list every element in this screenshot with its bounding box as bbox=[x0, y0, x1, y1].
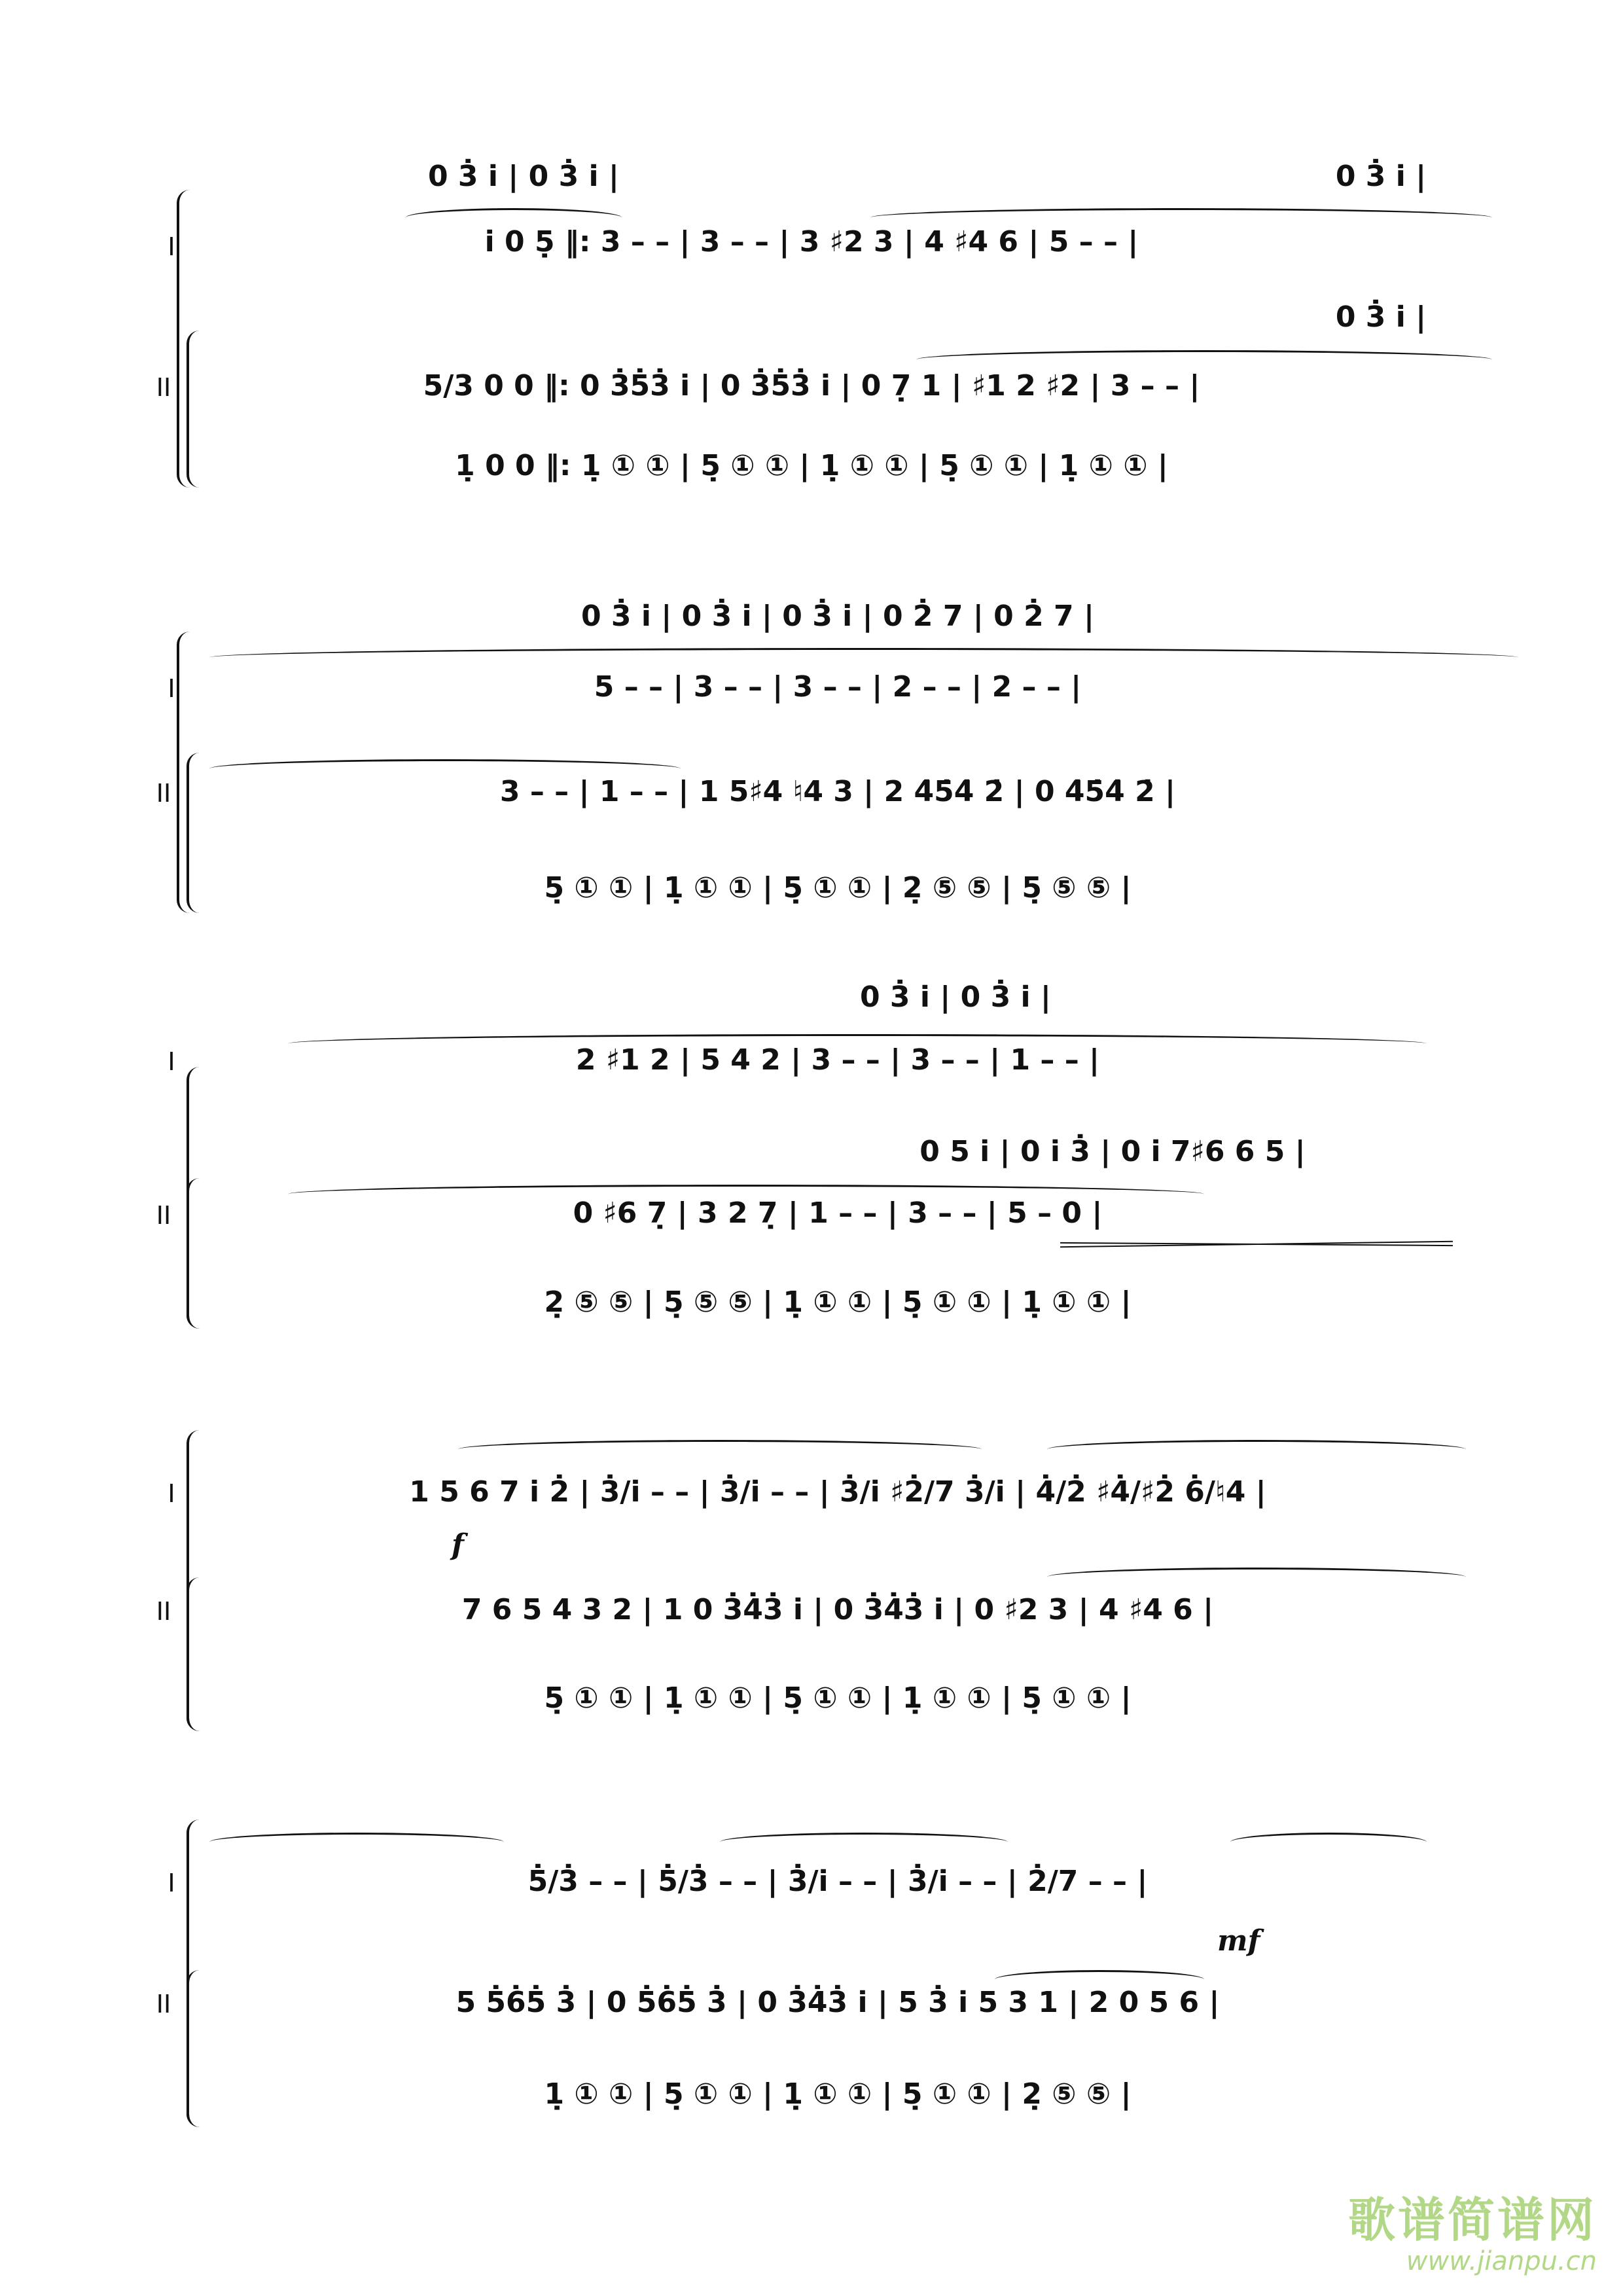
score-line: 5 5̇6̇5̇ 3̇ | 0 5̇6̇5̇ 3̇ | 0 3̇4̇3̇ i̇ | 5 3̇ i̇ 5 3 1 | 2 0 5 6 | bbox=[455, 1986, 1220, 2019]
score-line: 3 – – | 1 – – | 1 5♯4 ♮4 3 | 2 4̇5̇4̇ 2̇ | 0 4̇5̇4̇ 2̇ | bbox=[499, 775, 1176, 808]
part-label-lower: II bbox=[156, 1201, 171, 1230]
site-watermark bbox=[1348, 2182, 1597, 2276]
part-label-upper: I bbox=[168, 674, 175, 703]
score-line: 1 5 6 7 i̇ 2̇ | 3̇/i̇ – – | 3̇/i̇ – – | 3̇/i̇ ♯2̇/7 3̇/i̇ | 4̇/2̇ ♯4̇/♯2̇ 6̇/♮4 | bbox=[409, 1475, 1266, 1509]
part-label-lower: II bbox=[156, 1597, 171, 1626]
phrase-slur bbox=[1230, 1833, 1427, 1852]
watermark-main-text: 歌谱简谱网 bbox=[1347, 2192, 1597, 2248]
score-line: 2 ♯1 2 | 5 4 2 | 3 – – | 3 – – | 1 – – | bbox=[575, 1043, 1100, 1077]
part-brace bbox=[187, 1577, 201, 1731]
phrase-slur bbox=[916, 350, 1492, 369]
phrase-slur bbox=[870, 208, 1492, 227]
phrase-slur bbox=[1047, 1440, 1466, 1459]
score-line: 1̣ 0 0 ‖: 1̣ ① ① | 5̣ ① ① | 1̣ ① ① | 5̣ ① ① | 1̣ ① ① | bbox=[455, 449, 1168, 482]
score-line: 2̣ ⑤ ⑤ | 5̣ ⑤ ⑤ | 1̣ ① ① | 5̣ ① ① | 1̣ ① ① | bbox=[544, 1285, 1132, 1319]
part-label-upper: I bbox=[168, 1047, 175, 1076]
part-brace bbox=[187, 1178, 201, 1329]
phrase-slur bbox=[406, 208, 622, 227]
dynamic-forte: f bbox=[452, 1528, 464, 1562]
part-label-lower: II bbox=[156, 1990, 171, 2018]
part-label-upper: I bbox=[168, 1869, 175, 1897]
part-label-lower: II bbox=[156, 373, 171, 402]
score-line: 0 3̇ i̇ | bbox=[1335, 160, 1427, 193]
score-line: 0 3̇ i̇ | 0 3̇ i̇ | bbox=[428, 160, 619, 193]
phrase-slur bbox=[288, 1185, 1204, 1204]
part-label-upper: I bbox=[168, 1479, 175, 1508]
phrase-slur bbox=[209, 648, 1518, 667]
score-line: 0 5 i̇ | 0 i̇ 3̇ | 0 i̇ 7♯6 6 5 | bbox=[919, 1135, 1306, 1168]
part-brace bbox=[187, 753, 201, 913]
phrase-slur bbox=[288, 1034, 1427, 1053]
score-line: 5 – – | 3 – – | 3 – – | 2 – – | 2 – – | bbox=[594, 670, 1082, 704]
score-line: 1̣ ① ① | 5̣ ① ① | 1̣ ① ① | 5̣ ① ① | 2̣ ⑤ ⑤ | bbox=[544, 2077, 1132, 2111]
score-line: 5̣ ① ① | 1̣ ① ① | 5̣ ① ① | 1̣ ① ① | 5̣ ① ① | bbox=[544, 1681, 1132, 1715]
phrase-slur bbox=[720, 1833, 1008, 1852]
phrase-slur bbox=[458, 1440, 982, 1459]
score-line: 7 6 5 4 3 2 | 1 0 3̇4̇3̇ i̇ | 0 3̇4̇3̇ i̇ | 0 ♯2 3 | 4 ♯4 6 | bbox=[461, 1593, 1214, 1626]
score-line: 0 ♯6 7̣ | 3 2 7̣ | 1 – – | 3 – – | 5 – 0 | bbox=[573, 1196, 1103, 1230]
phrase-slur bbox=[1047, 1568, 1466, 1587]
score-line: 5̣ ① ① | 1̣ ① ① | 5̣ ① ① | 2̣ ⑤ ⑤ | 5̣ ⑤ ⑤ | bbox=[544, 871, 1132, 905]
part-label-upper: I bbox=[168, 232, 175, 261]
score-line: i̇ 0 5̣ ‖: 3 – – | 3 – – | 3 ♯2 3 | 4 ♯4 6 | 5 – – | bbox=[484, 225, 1139, 259]
part-label-lower: II bbox=[156, 779, 171, 808]
score-line: 0 3̇ i̇ | 0 3̇ i̇ | bbox=[860, 980, 1051, 1014]
part-brace bbox=[187, 1970, 201, 2127]
watermark-url: www.jianpu.cn bbox=[1406, 2246, 1597, 2276]
phrase-slur bbox=[209, 1833, 504, 1852]
part-brace bbox=[187, 331, 201, 488]
score-line: 5/3 0 0 ‖: 0 3̇5̇3̇ i̇ | 0 3̇5̇3̇ i̇ | 0 7̣ 1 | ♯1 2 ♯2 | 3 – – | bbox=[423, 369, 1200, 403]
phrase-slur bbox=[209, 759, 681, 778]
score-line: 5̇/3̇ – – | 5̇/3̇ – – | 3̇/i̇ – – | 3̇/i̇ – – | 2̇/7 – – | bbox=[527, 1865, 1148, 1898]
score-line: 0 3̇ i̇ | bbox=[1335, 300, 1427, 334]
phrase-slur bbox=[995, 1970, 1204, 1989]
dynamic-mezzo-forte: mf bbox=[1217, 1924, 1260, 1958]
score-line: 0 3̇ i̇ | 0 3̇ i̇ | 0 3̇ i̇ | 0 2̇ 7 | 0 2̇ 7 | bbox=[580, 600, 1095, 633]
